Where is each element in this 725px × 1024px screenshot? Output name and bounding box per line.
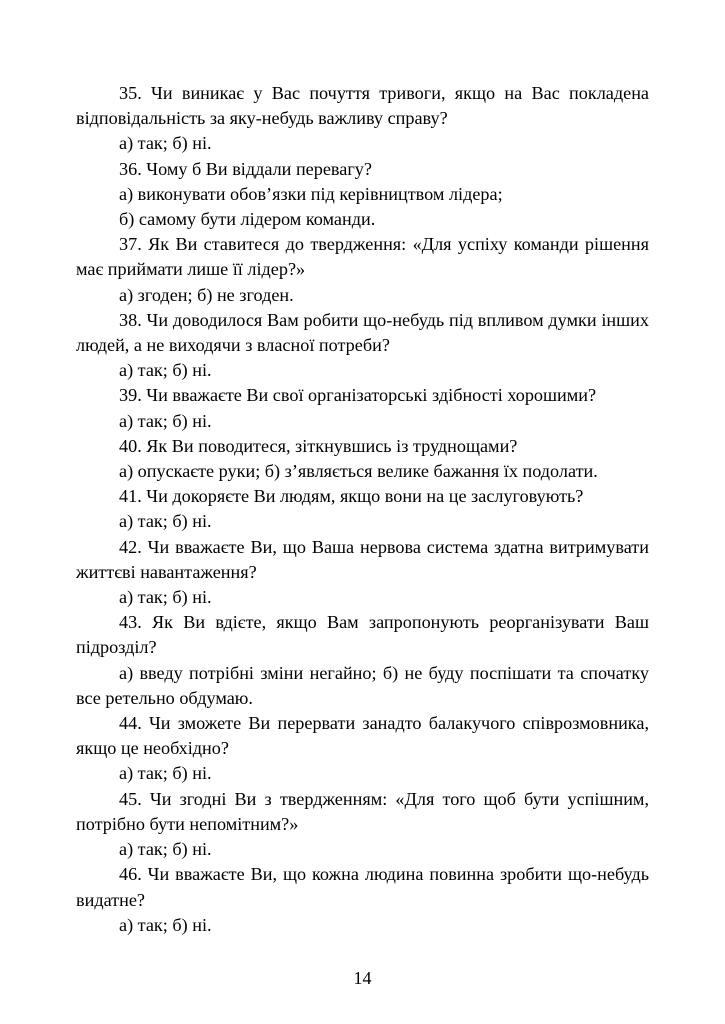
answer-46: а) так; б) ні. — [119, 914, 212, 935]
answer-39: а) так; б) ні. — [119, 410, 212, 431]
question-46: 46. Чи вважаєте Ви, що кожна людина повинна зробити що-небудь видатне? — [76, 864, 649, 910]
question-36: 36. Чому б Ви віддали перевагу? — [119, 158, 372, 179]
question-45: 45. Чи згодні Ви з твердженням: «Для того щоб бути успішним, потрібно бути непомітним?» — [76, 788, 649, 834]
question-40: 40. Як Ви поводитеся, зіткнувшись із труднощами? — [119, 435, 518, 456]
question-37: 37. Як Ви ставитеся до твердження: «Для успіху команди рішення має приймати лише її лідер?» — [76, 234, 649, 280]
answer-37: а) згоден; б) не згоден. — [119, 284, 294, 305]
question-44: 44. Чи зможете Ви перервати занадто балакучого співрозмовника, якщо це необхідно? — [76, 713, 649, 759]
answer-40: а) опускаєте руки; б) з’являється велике бажання їх подолати. — [119, 461, 598, 482]
answer-44: а) так; б) ні. — [119, 763, 212, 784]
answer-43: а) введу потрібні зміни негайно; б) не буду поспішати та спочатку все ретельно обдумаю. — [76, 662, 649, 708]
question-35: 35. Чи виникає у Вас почуття тривоги, якщо на Вас покладена відповідальність за яку-небудь важливу справу? — [76, 83, 649, 129]
answer-42: а) так; б) ні. — [119, 587, 212, 608]
question-42: 42. Чи вважаєте Ви, що Ваша нервова система здатна витримувати життєві навантаження? — [76, 536, 649, 582]
page-body — [76, 81, 649, 938]
answer-41: а) так; б) ні. — [119, 511, 212, 532]
page-number: 14 — [353, 968, 372, 988]
question-39: 39. Чи вважаєте Ви свої організаторські здібності хорошими? — [119, 385, 597, 406]
answer-36-b: б) самому бути лідером команди. — [119, 209, 376, 230]
question-38: 38. Чи доводилося Вам робити що-небудь під впливом думки інших людей, а не виходячи з власної потреби? — [76, 309, 649, 356]
answer-45: а) так; б) ні. — [119, 839, 212, 860]
answer-35: а) так; б) ні. — [119, 133, 212, 154]
answer-38: а) так; б) ні. — [119, 360, 212, 381]
answer-36-a: а) виконувати обов’язки під керівництвом лідера; — [119, 183, 503, 204]
question-43: 43. Як Ви вдієте, якщо Вам запропонують реорганізувати Ваш підрозділ? — [76, 612, 649, 658]
question-41: 41. Чи докоряєте Ви людям, якщо вони на це заслуговують? — [119, 486, 584, 507]
